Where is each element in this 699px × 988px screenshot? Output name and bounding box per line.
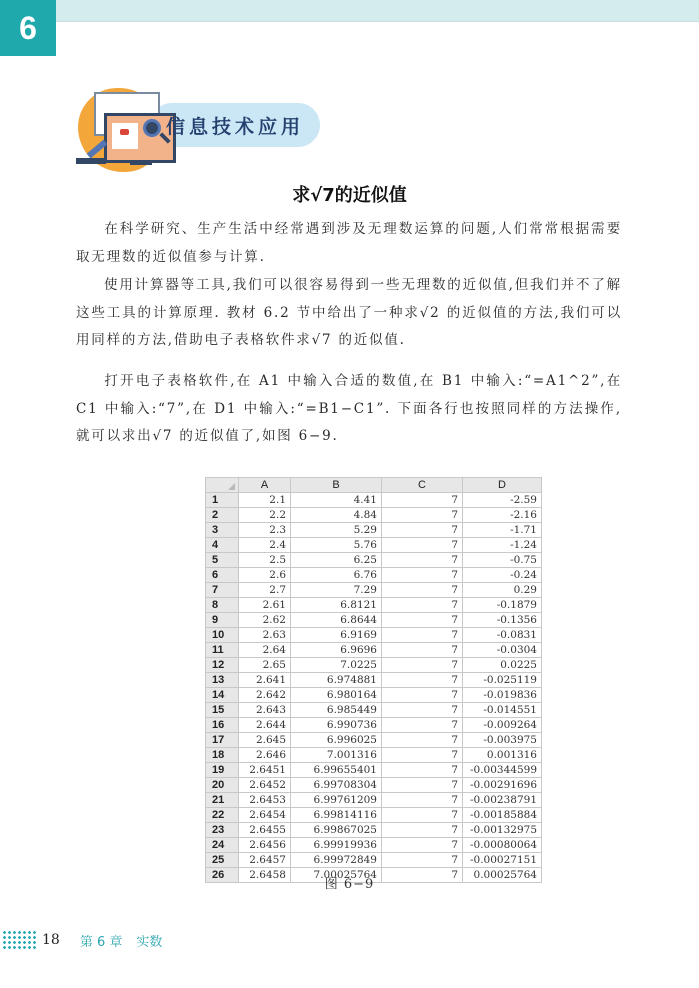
paragraph-text: 使用计算器等工具,我们可以很容易得到一些无理数的近似值,但我们并不了解这些工具的计算原理. 教材 6.2 节中给出了一种求√2 的近似值的方法,我们可以用同样的方法,借助电子表格软件求√7 的近似值. [76, 277, 622, 348]
cell-b: 4.41 [291, 493, 382, 508]
cell-c: 7 [382, 673, 463, 688]
cell-b: 6.980164 [291, 688, 382, 703]
cell-b: 7.001316 [291, 748, 382, 763]
table-row [206, 643, 542, 658]
cell-d: -0.025119 [463, 673, 542, 688]
table-row [206, 733, 542, 748]
cell-c: 7 [382, 808, 463, 823]
cell-c: 7 [382, 493, 463, 508]
cell-a: 2.62 [239, 613, 291, 628]
cell-b: 6.99814116 [291, 808, 382, 823]
cell-d: -0.00185884 [463, 808, 542, 823]
table-row [206, 853, 542, 868]
cell-c: 7 [382, 688, 463, 703]
cell-d: -2.16 [463, 508, 542, 523]
cell-d: -0.1879 [463, 598, 542, 613]
row-number: 17 [206, 733, 239, 748]
cell-b: 6.99761209 [291, 793, 382, 808]
cell-c: 7 [382, 853, 463, 868]
cell-a: 2.642 [239, 688, 291, 703]
row-number: 19 [206, 763, 239, 778]
row-number: 26 [206, 868, 239, 883]
banner-label: 信息技术应用 [166, 116, 305, 138]
cell-a: 2.63 [239, 628, 291, 643]
column-header-row [206, 478, 542, 493]
row-number: 20 [206, 778, 239, 793]
cell-a: 2.646 [239, 748, 291, 763]
cell-d: 0.0225 [463, 658, 542, 673]
cell-d: -0.00291696 [463, 778, 542, 793]
row-number: 10 [206, 628, 239, 643]
table-row [206, 508, 542, 523]
cell-d: -1.71 [463, 523, 542, 538]
table-row [206, 598, 542, 613]
row-number: 16 [206, 718, 239, 733]
cell-b: 6.99655401 [291, 763, 382, 778]
cell-a: 2.65 [239, 658, 291, 673]
cell-a: 2.641 [239, 673, 291, 688]
cell-b: 6.996025 [291, 733, 382, 748]
row-number: 23 [206, 823, 239, 838]
column-header-c: C [382, 478, 463, 493]
table-row [206, 613, 542, 628]
cell-d: -0.003975 [463, 733, 542, 748]
cell-c: 7 [382, 508, 463, 523]
row-number: 5 [206, 553, 239, 568]
cell-d: -0.00027151 [463, 853, 542, 868]
cell-a: 2.6 [239, 568, 291, 583]
cell-d: 0.00025764 [463, 868, 542, 883]
table-row [206, 688, 542, 703]
cell-b: 6.985449 [291, 703, 382, 718]
cell-b: 6.99919936 [291, 838, 382, 853]
cell-a: 2.4 [239, 538, 291, 553]
cell-c: 7 [382, 628, 463, 643]
table-row [206, 718, 542, 733]
cell-d: -0.75 [463, 553, 542, 568]
table-row [206, 808, 542, 823]
row-number: 25 [206, 853, 239, 868]
table-row [206, 568, 542, 583]
cell-b: 6.99708304 [291, 778, 382, 793]
figure-caption: 图 6−9 [324, 877, 375, 892]
cell-c: 7 [382, 778, 463, 793]
cell-d: -0.00238791 [463, 793, 542, 808]
cell-b: 6.76 [291, 568, 382, 583]
cell-c: 7 [382, 703, 463, 718]
row-number: 2 [206, 508, 239, 523]
document-icon [112, 123, 138, 149]
cell-d: -2.59 [463, 493, 542, 508]
column-header-a: A [239, 478, 291, 493]
cell-c: 7 [382, 568, 463, 583]
row-number: 11 [206, 643, 239, 658]
row-number: 1 [206, 493, 239, 508]
cell-b: 6.9169 [291, 628, 382, 643]
cell-b: 5.76 [291, 538, 382, 553]
cell-b: 7.29 [291, 583, 382, 598]
cell-b: 7.00025764 [291, 868, 382, 883]
monitor-stand [130, 160, 152, 165]
row-number: 3 [206, 523, 239, 538]
cell-b: 6.99867025 [291, 823, 382, 838]
cell-a: 2.1 [239, 493, 291, 508]
cell-b: 6.8121 [291, 598, 382, 613]
row-number: 21 [206, 793, 239, 808]
footer-chapter-label: 第 6 章 [79, 934, 123, 950]
cell-c: 7 [382, 868, 463, 883]
page-number: 18 [42, 932, 60, 948]
dot-arrow-icon [2, 930, 38, 950]
cell-d: -0.009264 [463, 718, 542, 733]
cell-d: -0.00080064 [463, 838, 542, 853]
cell-d: 0.29 [463, 583, 542, 598]
row-number: 24 [206, 838, 239, 853]
cell-b: 6.9696 [291, 643, 382, 658]
cell-c: 7 [382, 643, 463, 658]
row-number: 18 [206, 748, 239, 763]
cell-b: 5.29 [291, 523, 382, 538]
cell-c: 7 [382, 718, 463, 733]
cell-a: 2.6455 [239, 823, 291, 838]
row-number: 6 [206, 568, 239, 583]
cell-b: 4.84 [291, 508, 382, 523]
cell-d: 0.001316 [463, 748, 542, 763]
cell-a: 2.645 [239, 733, 291, 748]
cell-a: 2.5 [239, 553, 291, 568]
cell-d: -0.014551 [463, 703, 542, 718]
cell-a: 2.6458 [239, 868, 291, 883]
cell-c: 7 [382, 598, 463, 613]
cell-d: -0.24 [463, 568, 542, 583]
cell-a: 2.64 [239, 643, 291, 658]
table-row [206, 838, 542, 853]
cell-a: 2.643 [239, 703, 291, 718]
info-tech-banner [72, 86, 322, 172]
row-number: 22 [206, 808, 239, 823]
cell-c: 7 [382, 553, 463, 568]
cell-c: 7 [382, 523, 463, 538]
spreadsheet-body [206, 493, 542, 883]
row-number: 13 [206, 673, 239, 688]
row-number: 15 [206, 703, 239, 718]
page-footer [0, 930, 162, 950]
cell-a: 2.6452 [239, 778, 291, 793]
table-row [206, 553, 542, 568]
paragraph-text: 打开电子表格软件,在 A1 中输入合适的数值,在 B1 中输入:“=A1^2”,在 C1 中输入:“7”,在 D1 中输入:“=B1−C1”. 下面各行也按照同样的方法操作,就可以求出√7 的近似值了,如图 6−9. [76, 373, 622, 444]
cell-a: 2.6456 [239, 838, 291, 853]
paragraph-text: 在科学研究、生产生活中经常遇到涉及无理数运算的问题,人们常常根据需要取无理数的近似值参与计算. [76, 221, 622, 265]
cell-d: -0.1356 [463, 613, 542, 628]
cell-b: 6.25 [291, 553, 382, 568]
table-row [206, 673, 542, 688]
table-row [206, 493, 542, 508]
cell-a: 2.3 [239, 523, 291, 538]
cell-d: -1.24 [463, 538, 542, 553]
cell-c: 7 [382, 838, 463, 853]
cell-c: 7 [382, 823, 463, 838]
keyboard-icon [76, 158, 106, 164]
cell-a: 2.644 [239, 718, 291, 733]
cell-b: 6.8644 [291, 613, 382, 628]
cell-c: 7 [382, 538, 463, 553]
cell-d: -0.019836 [463, 688, 542, 703]
table-row [206, 523, 542, 538]
cell-b: 6.974881 [291, 673, 382, 688]
cell-d: -0.00132975 [463, 823, 542, 838]
chapter-number-tab: 6 [0, 0, 56, 56]
spreadsheet-figure [205, 477, 542, 883]
cell-c: 7 [382, 748, 463, 763]
cell-b: 6.99972849 [291, 853, 382, 868]
table-row [206, 823, 542, 838]
cell-a: 2.6451 [239, 763, 291, 778]
cell-b: 6.990736 [291, 718, 382, 733]
table-row [206, 628, 542, 643]
cell-d: -0.0831 [463, 628, 542, 643]
cell-c: 7 [382, 613, 463, 628]
cell-a: 2.2 [239, 508, 291, 523]
cell-c: 7 [382, 583, 463, 598]
column-header-b: B [291, 478, 382, 493]
cell-a: 2.6453 [239, 793, 291, 808]
cell-a: 2.61 [239, 598, 291, 613]
row-number: 7 [206, 583, 239, 598]
table-row [206, 793, 542, 808]
column-header-d: D [463, 478, 542, 493]
table-row [206, 703, 542, 718]
table-row [206, 748, 542, 763]
cell-a: 2.6454 [239, 808, 291, 823]
cell-c: 7 [382, 793, 463, 808]
cell-d: -0.0304 [463, 643, 542, 658]
select-all-corner [206, 478, 239, 493]
section-title: 求√7的近似值 [292, 185, 407, 206]
cell-a: 2.7 [239, 583, 291, 598]
cell-b: 7.0225 [291, 658, 382, 673]
cell-c: 7 [382, 658, 463, 673]
cell-c: 7 [382, 763, 463, 778]
cell-a: 2.6457 [239, 853, 291, 868]
table-row [206, 538, 542, 553]
table-row [206, 583, 542, 598]
paragraph-2 [76, 272, 622, 355]
paragraph-3 [76, 368, 622, 451]
row-number: 4 [206, 538, 239, 553]
cell-c: 7 [382, 733, 463, 748]
footer-chapter-name: 实数 [136, 934, 163, 950]
top-band [56, 0, 699, 22]
paragraph-1 [76, 216, 622, 271]
cell-d: -0.00344599 [463, 763, 542, 778]
table-row [206, 778, 542, 793]
table-row [206, 658, 542, 673]
row-number: 8 [206, 598, 239, 613]
row-number: 9 [206, 613, 239, 628]
table-row [206, 763, 542, 778]
row-number: 12 [206, 658, 239, 673]
row-number: 14 [206, 688, 239, 703]
